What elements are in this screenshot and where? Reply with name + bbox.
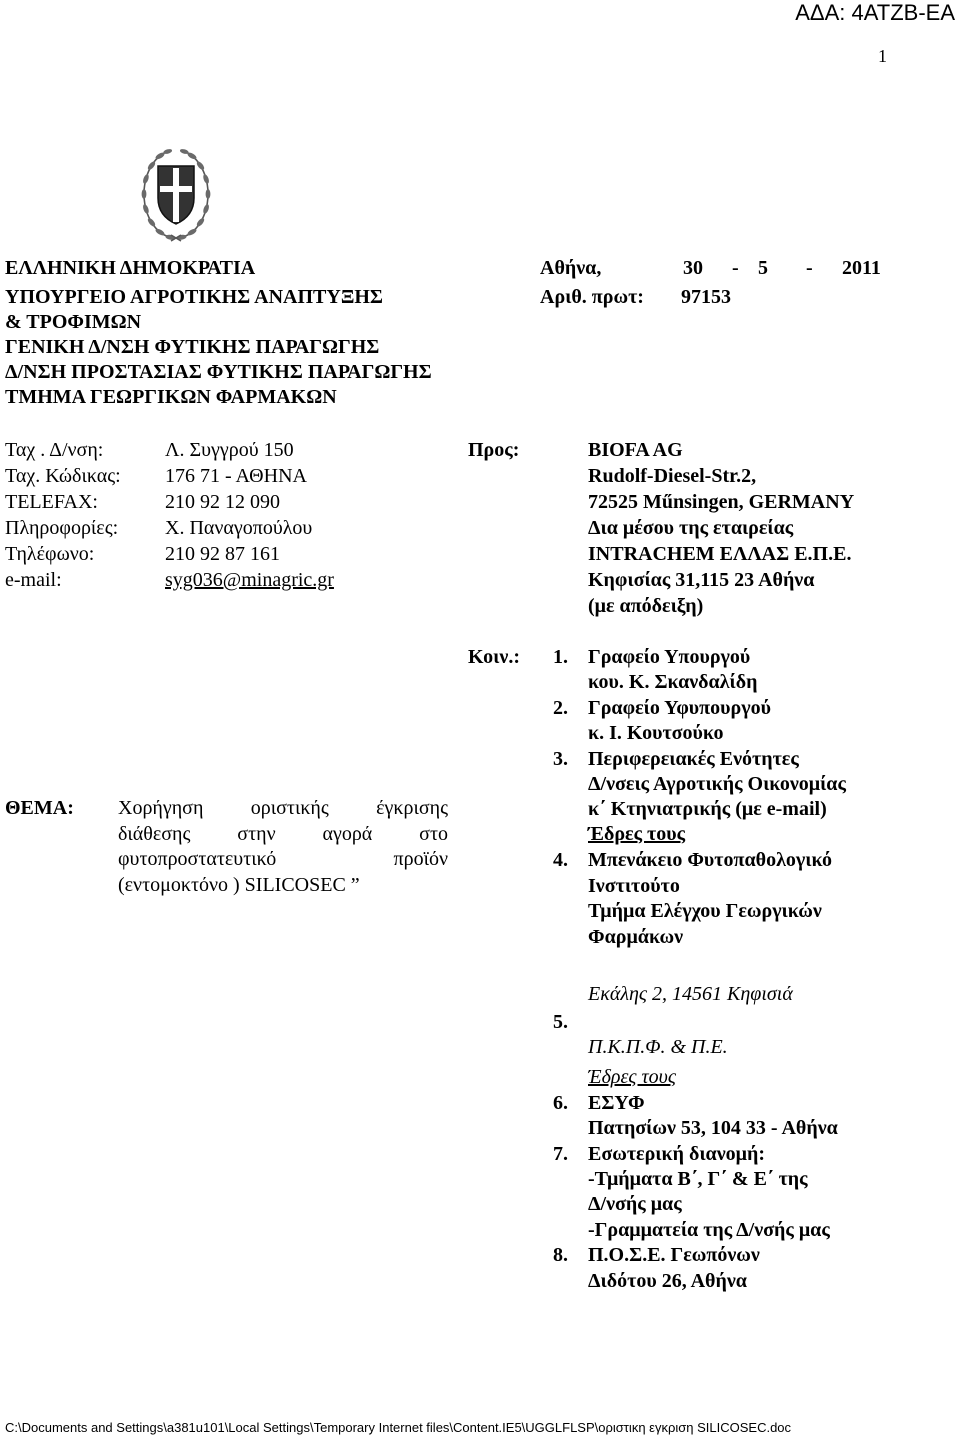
date-day: 30 — [683, 257, 703, 279]
recipient-line: (με απόδειξη) — [588, 595, 704, 617]
cc-item-number: 5. — [553, 1011, 568, 1033]
subject-line: διάθεσης στην αγορά στο — [118, 823, 448, 845]
recipient-line: Κηφισίας 31,115 23 Αθήνα — [588, 569, 815, 591]
header-line: Δ/ΝΣΗ ΠΡΟΣΤΑΣΙΑΣ ΦΥΤΙΚΗΣ ΠΑΡΑΓΩΓΗΣ — [5, 361, 432, 383]
header-line: ΥΠΟΥΡΓΕΙΟ ΑΓΡΟΤΙΚΗΣ ΑΝΑΠΤΥΞΗΣ — [5, 286, 383, 308]
sender-value: 210 92 12 090 — [165, 491, 280, 513]
date-separator: - — [806, 257, 813, 279]
cc-item-line: Πατησίων 53, 104 33 - Αθήνα — [588, 1117, 838, 1139]
cc-item-line: Ινστιτούτο — [588, 875, 680, 897]
email-link[interactable]: syg036@minagric.gr — [165, 569, 334, 591]
cc-item-number: 4. — [553, 849, 568, 871]
cc-item-line: Εκάλης 2, 14561 Κηφισιά — [588, 983, 793, 1005]
cc-item-line: Περιφερειακές Ενότητες — [588, 748, 799, 770]
cc-item-number: 3. — [553, 748, 568, 770]
date-month: 5 — [758, 257, 768, 279]
cc-item-line: Μπενάκειο Φυτοπαθολογικό — [588, 849, 832, 871]
cc-item-number: 7. — [553, 1143, 568, 1165]
page-number: 1 — [878, 46, 887, 66]
sender-label: e-mail: — [5, 569, 62, 591]
recipient-line: BIOFA AG — [588, 439, 683, 461]
cc-item-line: Π.Ο.Σ.Ε. Γεωπόνων — [588, 1244, 760, 1266]
subject-line: φυτοπροστατευτικό προϊόν — [118, 848, 448, 870]
recipient-line: 72525 Műnsingen, GERMANY — [588, 491, 855, 513]
cc-item-line: Δ/νσεις Αγροτικής Οικονομίας — [588, 773, 846, 795]
cc-item-line: Γραφείο Υφυπουργού — [588, 697, 771, 719]
cc-item-line: Έδρες τους — [588, 1066, 676, 1088]
sender-label: TELEFAX: — [5, 491, 98, 513]
protocol-label: Αριθ. πρωτ: — [540, 286, 644, 308]
cc-item-line: -Τμήματα Β΄, Γ΄ & Ε΄ της — [588, 1168, 808, 1190]
cc-item-line: Εσωτερική διανομή: — [588, 1143, 766, 1165]
recipient-line: INTRACHEM ΕΛΛΑΣ Ε.Π.Ε. — [588, 543, 852, 565]
cc-item-line: Γραφείο Υπουργού — [588, 646, 751, 668]
cc-item-number: 6. — [553, 1092, 568, 1114]
protocol-number: 97153 — [681, 286, 731, 308]
cc-item-line: Π.Κ.Π.Φ. & Π.Ε. — [588, 1036, 728, 1058]
sender-value: Λ. Συγγρού 150 — [165, 439, 294, 461]
date-separator: - — [732, 257, 739, 279]
date-city: Αθήνα, — [540, 257, 602, 279]
date-year: 2011 — [842, 257, 881, 279]
header-line: ΤΜΗΜΑ ΓΕΩΡΓΙΚΩΝ ΦΑΡΜΑΚΩΝ — [5, 386, 337, 408]
cc-item-number: 2. — [553, 697, 568, 719]
greek-coat-of-arms-icon — [140, 140, 212, 246]
cc-item-line: κ΄ Κτηνιατρικής (με e-mail) — [588, 798, 827, 820]
cc-item-line: -Γραμματεία της Δ/νσής μας — [588, 1219, 830, 1241]
cc-item-line: κου. Κ. Σκανδαλίδη — [588, 671, 758, 693]
recipient-line: Rudolf-Diesel-Str.2, — [588, 465, 757, 487]
cc-item-number: 8. — [553, 1244, 568, 1266]
sender-value: Χ. Παναγοπούλου — [165, 517, 313, 539]
sender-value: 176 71 - ΑΘΗΝΑ — [165, 465, 307, 487]
recipient-line: Δια μέσου της εταιρείας — [588, 517, 794, 539]
cc-item-line: Έδρες τους — [588, 823, 686, 845]
sender-label: Πληροφορίες: — [5, 517, 119, 539]
subject-line: Χορήγηση οριστικής έγκρισης — [118, 797, 448, 819]
cc-item-line: Διδότου 26, Αθήνα — [588, 1270, 747, 1292]
subject-label: ΘΕΜΑ: — [5, 797, 74, 819]
cc-item-line: κ. Ι. Κουτσούκο — [588, 722, 724, 744]
sender-label: Τηλέφωνο: — [5, 543, 95, 565]
cc-item-line: Δ/νσής μας — [588, 1193, 682, 1215]
header-line: ΕΛΛΗΝΙΚΗ ΔΗΜΟΚΡΑΤΙΑ — [5, 257, 256, 279]
footer-file-path: C:\Documents and Settings\a381u101\Local Settings\Temporary Internet files\Content.IE5\UGGLFLSP\οριστικη εγκριση SILICOSEC.doc — [5, 1420, 792, 1435]
recipient-label: Προς: — [468, 439, 520, 461]
sender-label: Ταχ . Δ/νση: — [5, 439, 104, 461]
cc-item-line: Τμήμα Ελέγχου Γεωργικών — [588, 900, 822, 922]
header-line: ΓΕΝΙΚΗ Δ/ΝΣΗ ΦΥΤΙΚΗΣ ΠΑΡΑΓΩΓΗΣ — [5, 336, 380, 358]
cc-item-number: 1. — [553, 646, 568, 668]
cc-item-line: Φαρμάκων — [588, 926, 684, 948]
sender-label: Ταχ. Κώδικας: — [5, 465, 121, 487]
header-line: & ΤΡΟΦΙΜΩΝ — [5, 311, 142, 333]
cc-label: Κοιν.: — [468, 646, 520, 668]
cc-item-line: ΕΣΥΦ — [588, 1092, 645, 1114]
sender-value: 210 92 87 161 — [165, 543, 280, 565]
ada-code: ΑΔΑ: 4ΑΤΖΒ-ΕΑ — [795, 0, 955, 25]
subject-line: (εντομοκτόνο ) SILICOSEC ” — [118, 874, 360, 896]
